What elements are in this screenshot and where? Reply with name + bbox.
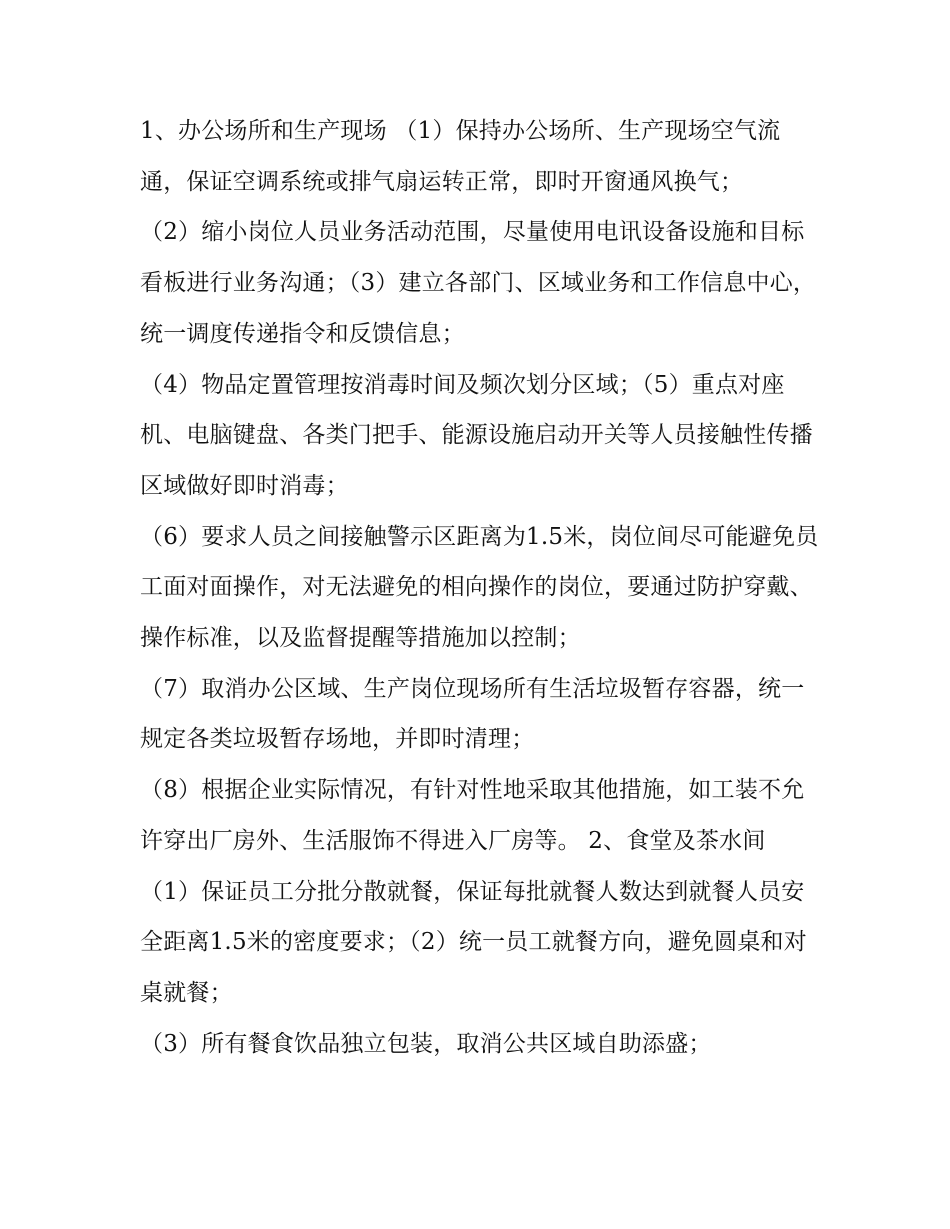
- document-body: [140, 106, 820, 1069]
- paragraph-distance-requirement: （6）要求人员之间接触警示区距离为1.5米，岗位间尽可能避免员工面对面操作，对无法避免的相向操作的岗位，要通过防护穿戴、操作标准，以及监督提醒等措施加以控制；: [140, 523, 819, 652]
- paragraph-office-and-production-site: 1、办公场所和生产现场 （1）保持办公场所、生产现场空气流通，保证空调系统或排气扇运转正常，即时开窗通风换气；: [140, 118, 781, 195]
- paragraph-garbage-containers: （7）取消办公区域、生产岗位现场所有生活垃圾暂存容器，统一规定各类垃圾暂存场地，并即时清理；: [140, 675, 805, 753]
- paragraph-packaged-meals: （3）所有餐食饮品独立包装，取消公共区域自助添盛；: [140, 1030, 712, 1057]
- paragraph-other-measures: （8）根据企业实际情况，有针对性地采取其他措施，如工装不允许穿出厂房外、生活服饰不得进入厂房等。 2、食堂及茶水间: [140, 777, 805, 854]
- paragraph-reduce-activity-range: （2）缩小岗位人员业务活动范围，尽量使用电讯设备设施和目标看板进行业务沟通；（3）建立各部门、区域业务和工作信息中心，统一调度传递指令和反馈信息；: [140, 219, 817, 347]
- paragraph-canteen-batches: （1）保证员工分批分散就餐，保证每批就餐人数达到就餐人员安全距离1.5米的密度要求；（2）统一员工就餐方向，避免圆桌和对桌就餐；: [140, 878, 807, 1006]
- paragraph-item-placement-disinfection: （4）物品定置管理按消毒时间及频次划分区域；（5）重点对座机、电脑键盘、各类门把手、能源设施启动开关等人员接触性传播区域做好即时消毒；: [140, 371, 813, 499]
